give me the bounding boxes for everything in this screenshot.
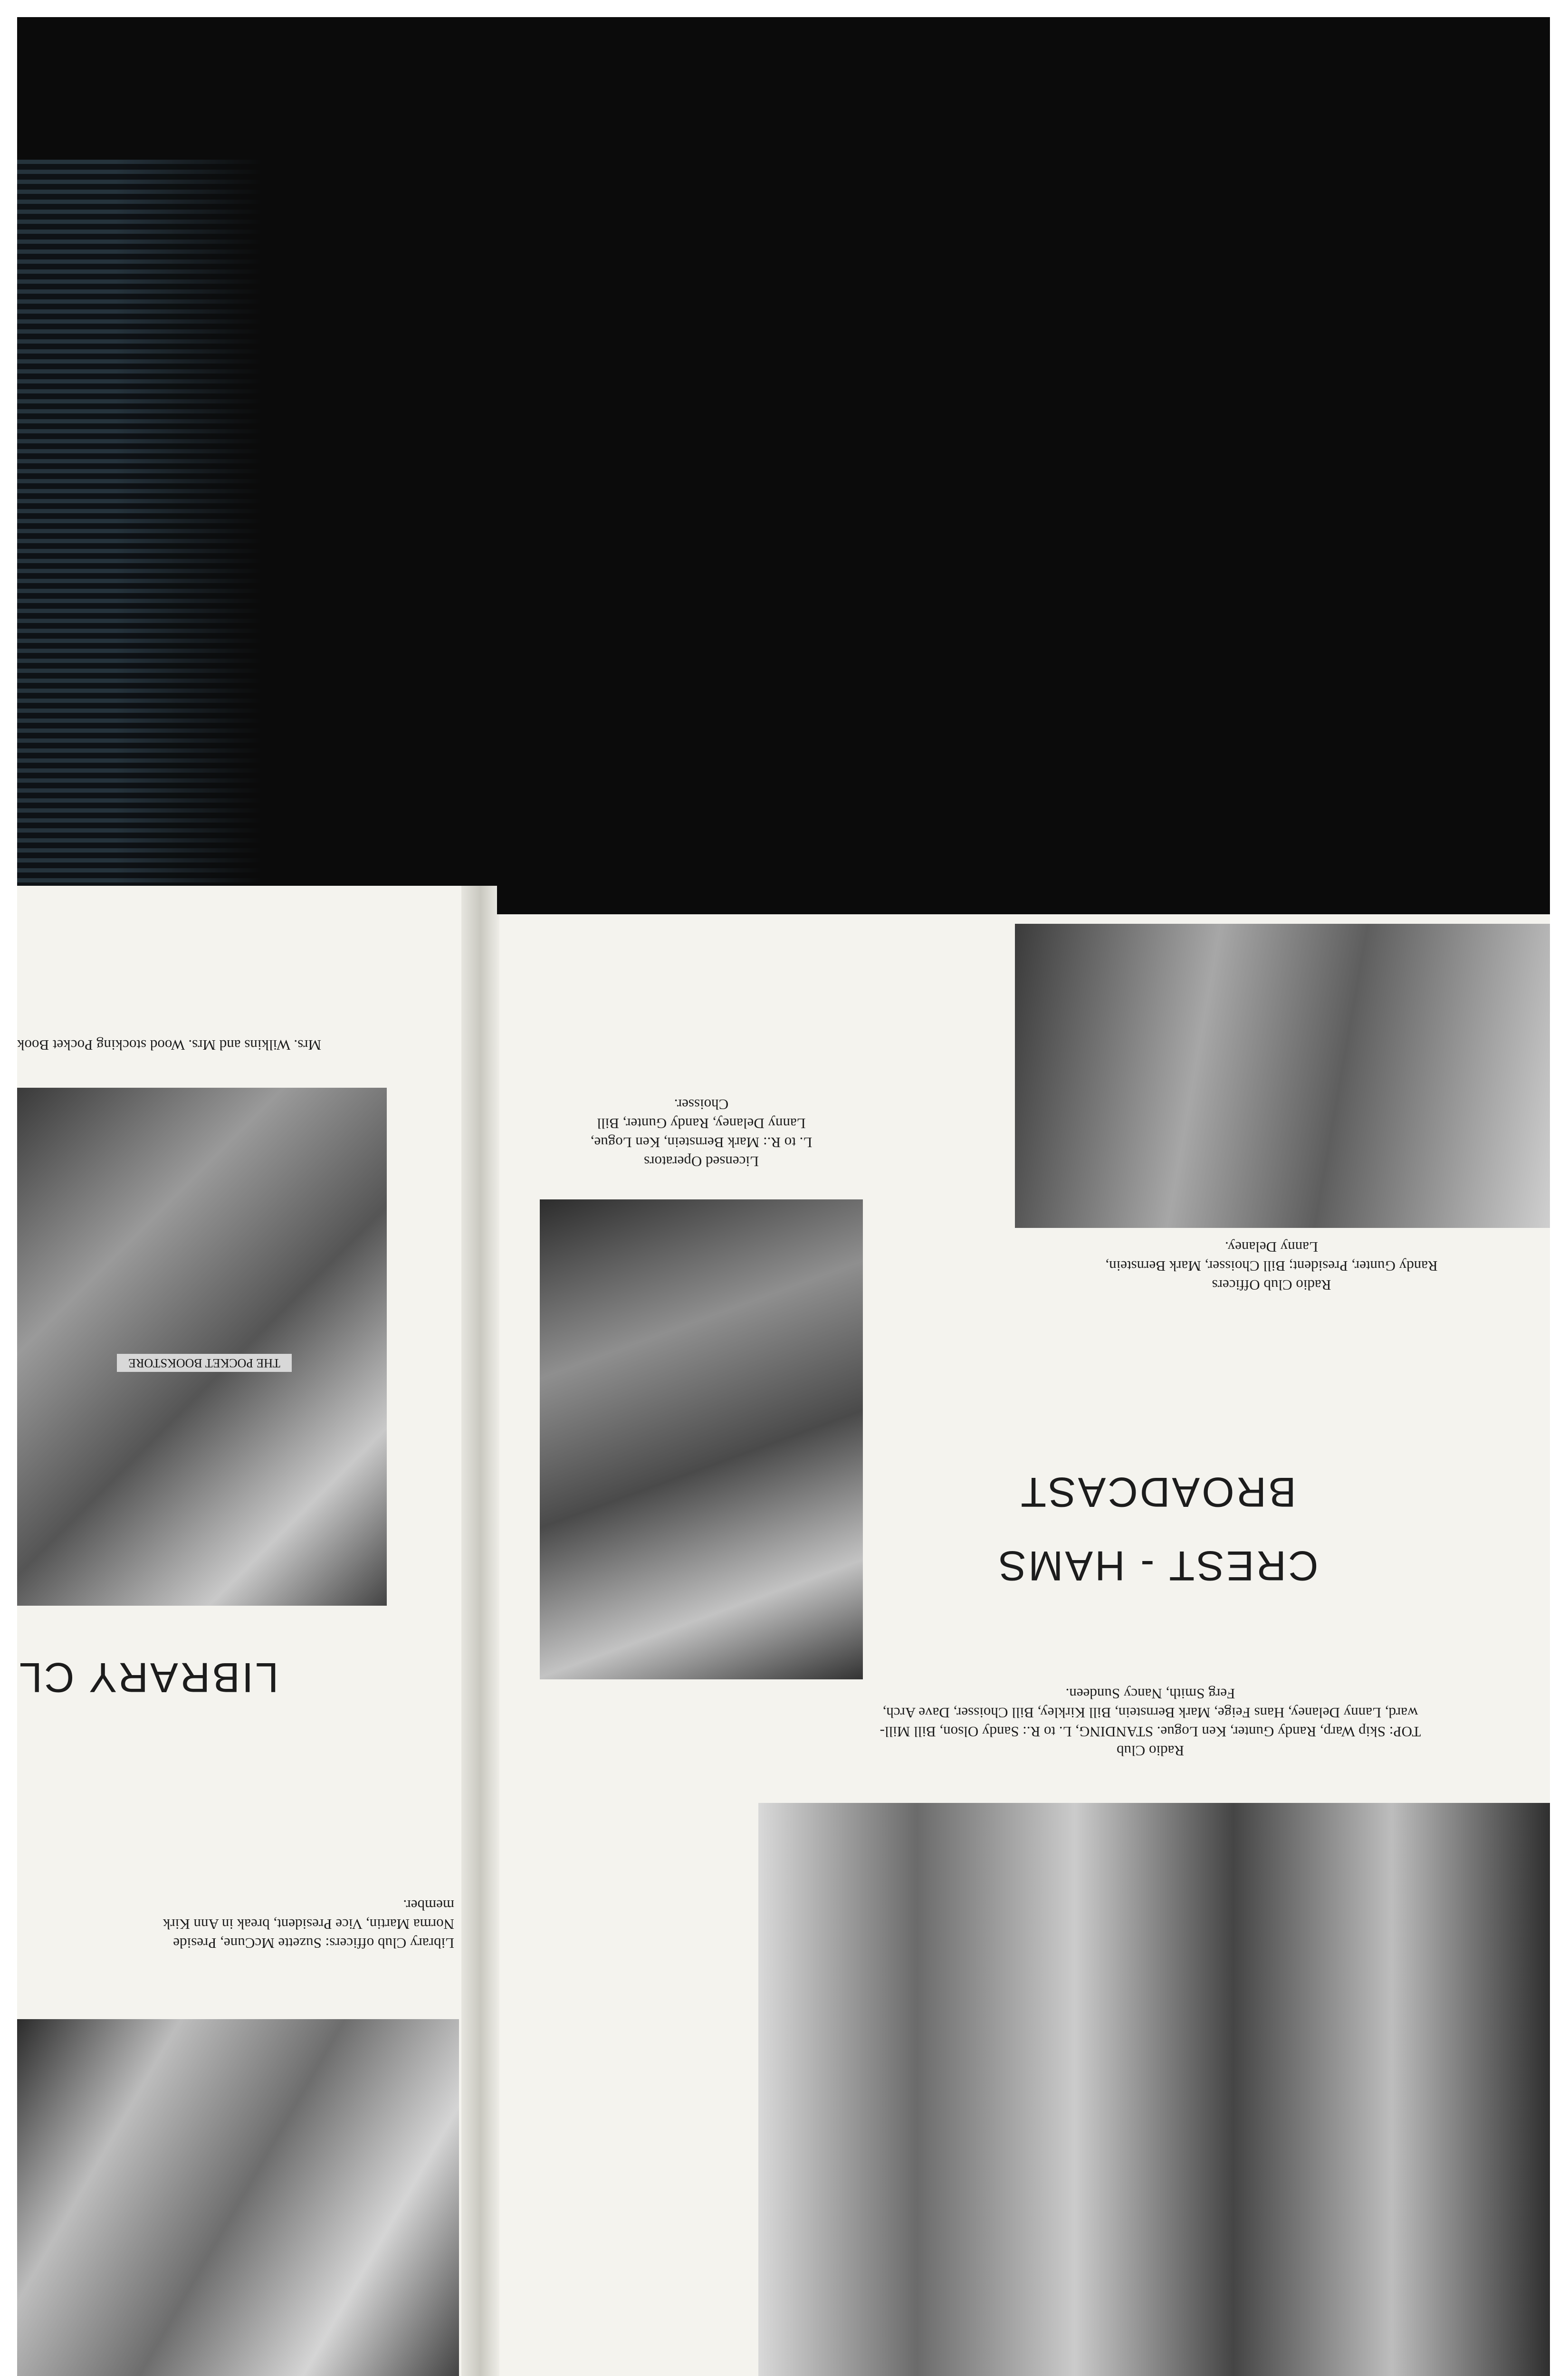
caption-radio-club: Radio Club TOP: Skip Warp, Randy Gunter, Ken Logue. STANDING, L. to R.: Sandy Olson, Bill Mill- ward, Lanny Delaney, Hans Feige, Mark Bernstein, Bill Kirkley, Bill Choisser, Dave Arch, Ferg Smith, Nancy Sundeen. bbox=[880, 1686, 1421, 1759]
bookstore-sign: THE POCKET BOOKSTORE bbox=[117, 1354, 292, 1372]
library-officers-photo bbox=[17, 2019, 459, 2376]
radio-club-officers-photo bbox=[1015, 924, 1550, 1228]
book-cover-edge bbox=[17, 160, 264, 901]
library-club-title: LIBRARY CL bbox=[17, 1654, 279, 1701]
radio-club-group-photo bbox=[758, 1803, 1550, 2376]
yearbook-spread bbox=[17, 886, 1550, 2376]
licensed-operators-photo bbox=[540, 1199, 863, 1679]
caption-licensed-operators: Licensed Operators L. to R.: Mark Bernstein, Ken Logue, Lanny Delaney, Randy Gunter, Bill Choisser. bbox=[590, 1096, 813, 1170]
pocket-bookstore-photo bbox=[17, 1088, 387, 1606]
caption-radio-club-officers: Radio Club Officers Randy Gunter, President; Bill Choisser, Mark Bernstein, Lanny Delaney. bbox=[1105, 1239, 1438, 1293]
broadcast-title: BROADCAST bbox=[1019, 1469, 1296, 1516]
crest-hams-title: CREST - HAMS bbox=[996, 1542, 1319, 1590]
caption-library-officers: Library Club officers: Suzette McCune, Preside Norma Martin, Vice President, break in Ann Kirk member. bbox=[163, 1897, 454, 1952]
caption-pocket-books: Mrs. Wilkins and Mrs. Wood stocking Pocket Book bbox=[17, 1037, 322, 1054]
page-edge-shadow bbox=[497, 886, 1550, 914]
page-gutter bbox=[461, 886, 499, 2376]
scan-background bbox=[17, 17, 1550, 2376]
